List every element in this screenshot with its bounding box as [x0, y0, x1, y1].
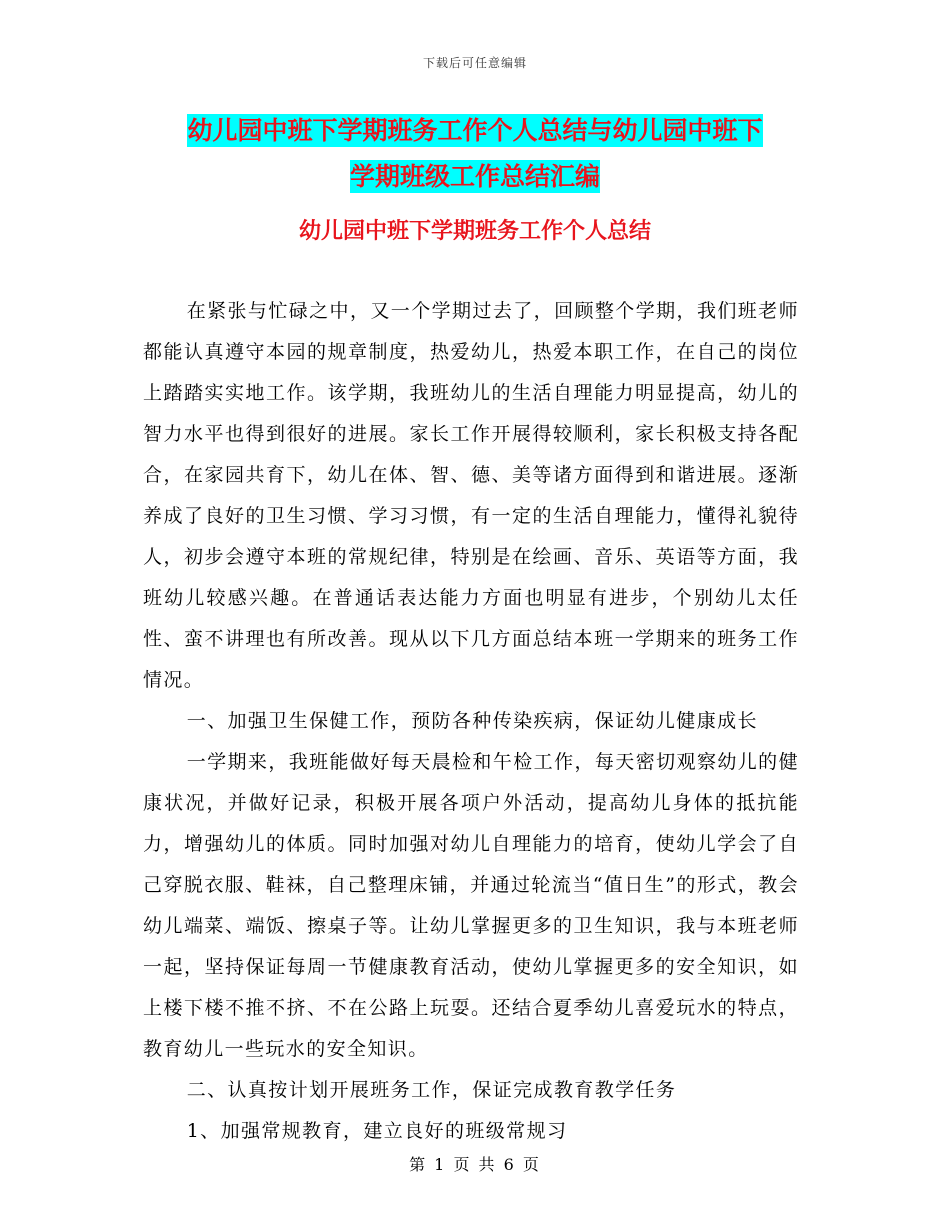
paragraph-heading-2: 二、认真按计划开展班务工作，保证完成教育教学任务: [186, 1079, 677, 1101]
document-title: [110, 108, 840, 200]
document-body: [143, 291, 799, 1152]
paragraph-heading-1: 一、加强卫生保健工作，预防各种传染疾病，保证幼儿健康成长: [186, 710, 758, 732]
section-title: 幼儿园中班下学期班务工作个人总结: [298, 219, 651, 244]
title-line-1: 幼儿园中班下学期班务工作个人总结与幼儿园中班下: [187, 116, 763, 145]
paragraph-subheading-1: 1、加强常规教育，建立良好的班级常规习: [186, 1120, 568, 1142]
header-note: 下载后可任意编辑: [422, 56, 527, 70]
paragraph-intro: 在紧张与忙碌之中，又一个学期过去了，回顾整个学期，我们班老师都能认真遵守本园的规章制度，热爱幼儿，热爱本职工作，在自己的岗位上踏踏实实地工作。该学期，我班幼儿的生活自理能力明显提高，幼儿的智力水平也得到很好的进展。家长工作开展得较顺利，家长积极支持各配合，在家园共育下，幼儿在体、智、德、美等诸方面得到和谐进展。逐渐养成了良好的卫生习惯、学习习惯，有一定的生活自理能力，懂得礼貌待人，初步会遵守本班的常规纪律，特别是在绘画、音乐、英语等方面，我班幼儿较感兴趣。在普通话表达能力方面也明显有进步，个别幼儿太任性、蛮不讲理也有所改善。现从以下几方面总结本班一学期来的班务工作情况。: [143, 300, 799, 691]
page-number: 第 1 页 共 6 页: [409, 1155, 541, 1174]
title-line-2: 学期班级工作总结汇编: [349, 162, 600, 191]
paragraph-health: 一学期来，我班能做好每天晨检和午检工作，每天密切观察幼儿的健康状况，并做好记录，积极开展各项户外活动，提高幼儿身体的抵抗能力，增强幼儿的体质。同时加强对幼儿自理能力的培育，使幼儿学会了自己穿脱衣服、鞋袜，自己整理床铺，并通过轮流当“值日生”的形式，教会幼儿端菜、端饭、擦桌子等。让幼儿掌握更多的卫生知识，我与本班老师一起，坚持保证每周一节健康教育活动，使幼儿掌握更多的安全知识，如上楼下楼不推不挤、不在公路上玩耍。还结合夏季幼儿喜爱玩水的特点，教育幼儿一些玩水的安全知识。: [143, 751, 799, 1060]
